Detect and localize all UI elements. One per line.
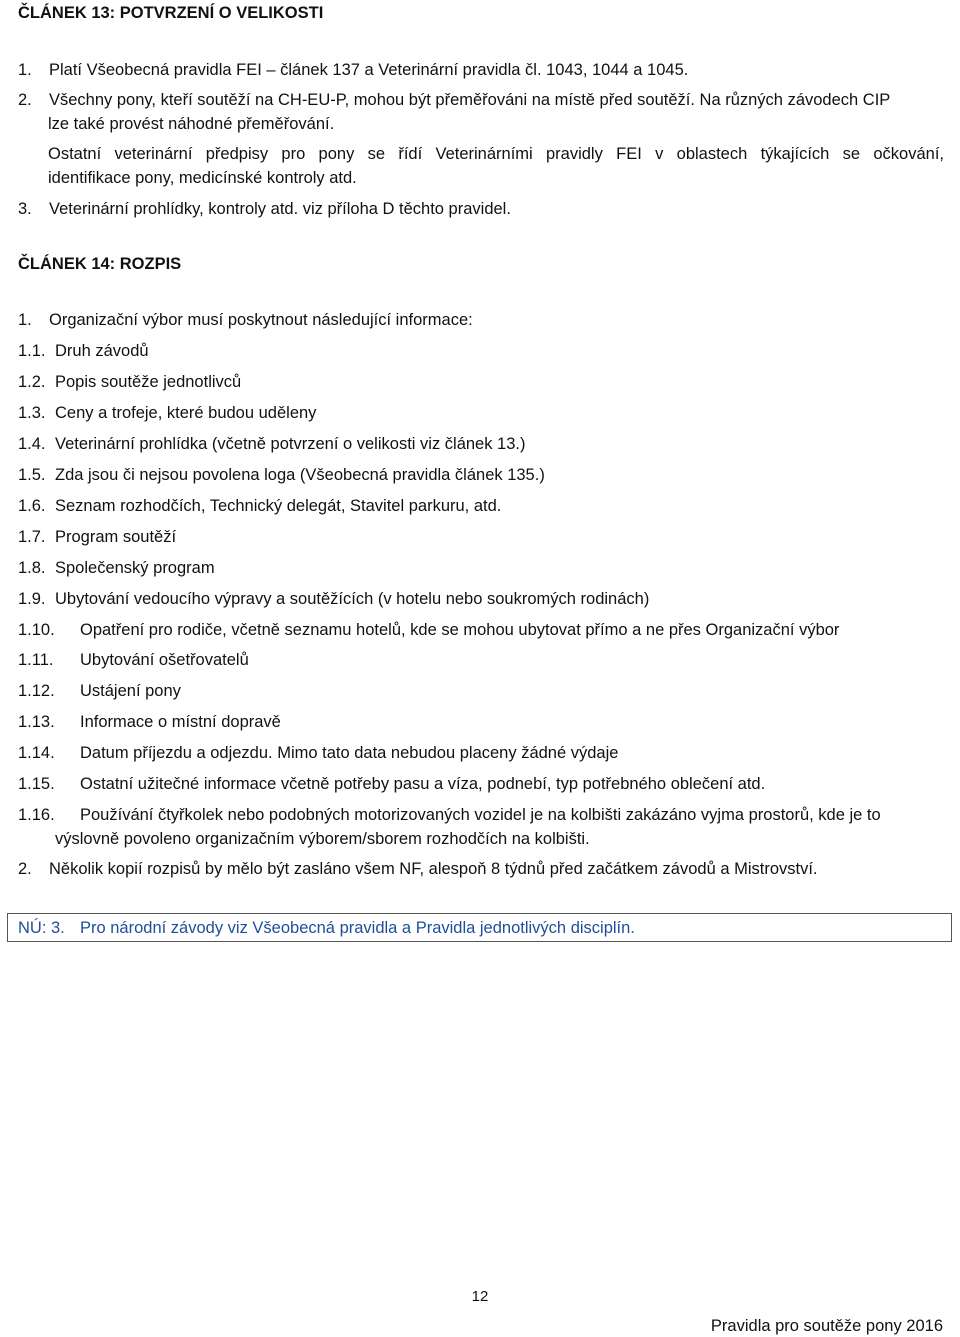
list-number: 1.4. — [18, 435, 46, 453]
list-item-text: Ceny a trofeje, které budou uděleny — [55, 404, 317, 422]
list-item — [18, 371, 241, 393]
paragraph-text: Veterinární prohlídky, kontroly atd. viz příloha D těchto pravidel. — [49, 200, 511, 218]
list-number: 1.6. — [18, 497, 46, 515]
list-number: 1.13. — [18, 713, 55, 731]
list-item-text: Druh závodů — [55, 342, 149, 360]
list-number: 1.2. — [18, 373, 46, 391]
paragraph-text: Platí Všeobecná pravidla FEI – článek 137 a Veterinární pravidla čl. 1043, 1044 a 1045. — [49, 61, 689, 79]
note-text: Pro národní závody viz Všeobecná pravidla a Pravidla jednotlivých disciplín. — [80, 919, 635, 937]
page-number: 12 — [471, 1288, 489, 1305]
article-14-paragraph-1 — [18, 309, 473, 331]
paragraph-text: Organizační výbor musí poskytnout následující informace: — [49, 311, 473, 329]
list-item-text: Zda jsou či nejsou povolena loga (Všeobecná pravidla článek 135.) — [55, 466, 545, 484]
list-item — [18, 588, 649, 610]
list-item — [18, 557, 215, 579]
article-13-paragraph-1 — [18, 59, 688, 81]
article-13-paragraph-3 — [18, 198, 511, 220]
list-item-text: Informace o místní dopravě — [80, 713, 281, 731]
list-item-text: Používání čtyřkolek nebo podobných motorizovaných vozidel je na kolbišti zakázáno vyjma prostorů, kde je to — [80, 806, 881, 824]
list-item-text: Opatření pro rodiče, včetně seznamu hotelů, kde se mohou ubytovat přímo a ne přes Organizační výbor — [80, 621, 840, 639]
list-item — [18, 773, 765, 795]
article-14-heading: ČLÁNEK 14: ROZPIS — [18, 255, 182, 273]
list-item — [18, 464, 545, 486]
article-13-paragraph-2 — [18, 89, 890, 111]
list-item-text: Datum příjezdu a odjezdu. Mimo tato data nebudou placeny žádné výdaje — [80, 744, 619, 762]
list-item — [18, 804, 881, 826]
list-item-text: Veterinární prohlídka (včetně potvrzení o velikosti viz článek 13.) — [55, 435, 526, 453]
list-item-text: Ustájení pony — [80, 682, 181, 700]
list-item-text: Seznam rozhodčích, Technický delegát, Stavitel parkuru, atd. — [55, 497, 502, 515]
footer-title: Pravidla pro soutěže pony 2016 — [710, 1317, 943, 1335]
list-number: 1.1. — [18, 342, 46, 360]
list-number: 1. — [18, 311, 32, 329]
list-number: 1.11. — [18, 651, 54, 669]
paragraph-text: Všechny pony, kteří soutěží na CH-EU-P, mohou být přeměřováni na místě před soutěží. Na různých závodech CIP — [49, 91, 891, 109]
list-item — [18, 619, 839, 641]
list-number: 1.7. — [18, 528, 46, 546]
list-number: 2. — [18, 91, 32, 109]
list-item-text: Ubytování vedoucího výpravy a soutěžících (v hotelu nebo soukromých rodinách) — [55, 590, 650, 608]
paragraph-text: Několik kopií rozpisů by mělo být zasláno všem NF, alespoň 8 týdnů před začátkem závodů a Mistrovství. — [49, 860, 818, 878]
list-item-text-continued: výslovně povoleno organizačním výborem/sborem rozhodčích na kolbišti. — [55, 830, 590, 848]
national-note — [18, 917, 635, 939]
list-item — [18, 495, 501, 517]
list-item — [18, 402, 316, 424]
list-number: 1.9. — [18, 590, 46, 608]
list-item-text: Popis soutěže jednotlivců — [55, 373, 242, 391]
list-item-text: Program soutěží — [55, 528, 177, 546]
list-item — [18, 680, 181, 702]
list-number: 2. — [18, 860, 32, 878]
list-item — [18, 742, 618, 764]
list-number: 1. — [18, 61, 32, 79]
article-13-heading: ČLÁNEK 13: POTVRZENÍ O VELIKOSTI — [18, 4, 324, 22]
list-number: 1.10. — [18, 621, 55, 639]
paragraph-text-continued: lze také provést náhodné přeměřování. — [48, 115, 335, 133]
list-item-text: Společenský program — [55, 559, 215, 577]
list-number: 1.15. — [18, 775, 55, 793]
list-item-text: Ostatní užitečné informace včetně potřeby pasu a víza, podnebí, typ potřebného oblečení atd. — [80, 775, 766, 793]
list-item — [18, 649, 249, 671]
article-14-paragraph-2 — [18, 858, 818, 880]
list-number: 1.12. — [18, 682, 55, 700]
list-number: 1.16. — [18, 806, 55, 824]
list-number: 3. — [18, 200, 32, 218]
list-item — [18, 526, 176, 548]
note-label: NÚ: 3. — [18, 919, 65, 937]
list-number: 1.3. — [18, 404, 46, 422]
list-item — [18, 340, 149, 362]
list-number: 1.5. — [18, 466, 46, 484]
paragraph-text-justified: Ostatní veterinární předpisy pro pony se řídí Veterinárními pravidly FEI v oblastech týkajících se očkování, — [48, 145, 944, 163]
list-number: 1.8. — [18, 559, 46, 577]
list-number: 1.14. — [18, 744, 55, 762]
paragraph-text-continued: identifikace pony, medicínské kontroly atd. — [48, 169, 357, 187]
list-item — [18, 711, 281, 733]
list-item — [18, 433, 525, 455]
list-item-text: Ubytování ošetřovatelů — [80, 651, 249, 669]
